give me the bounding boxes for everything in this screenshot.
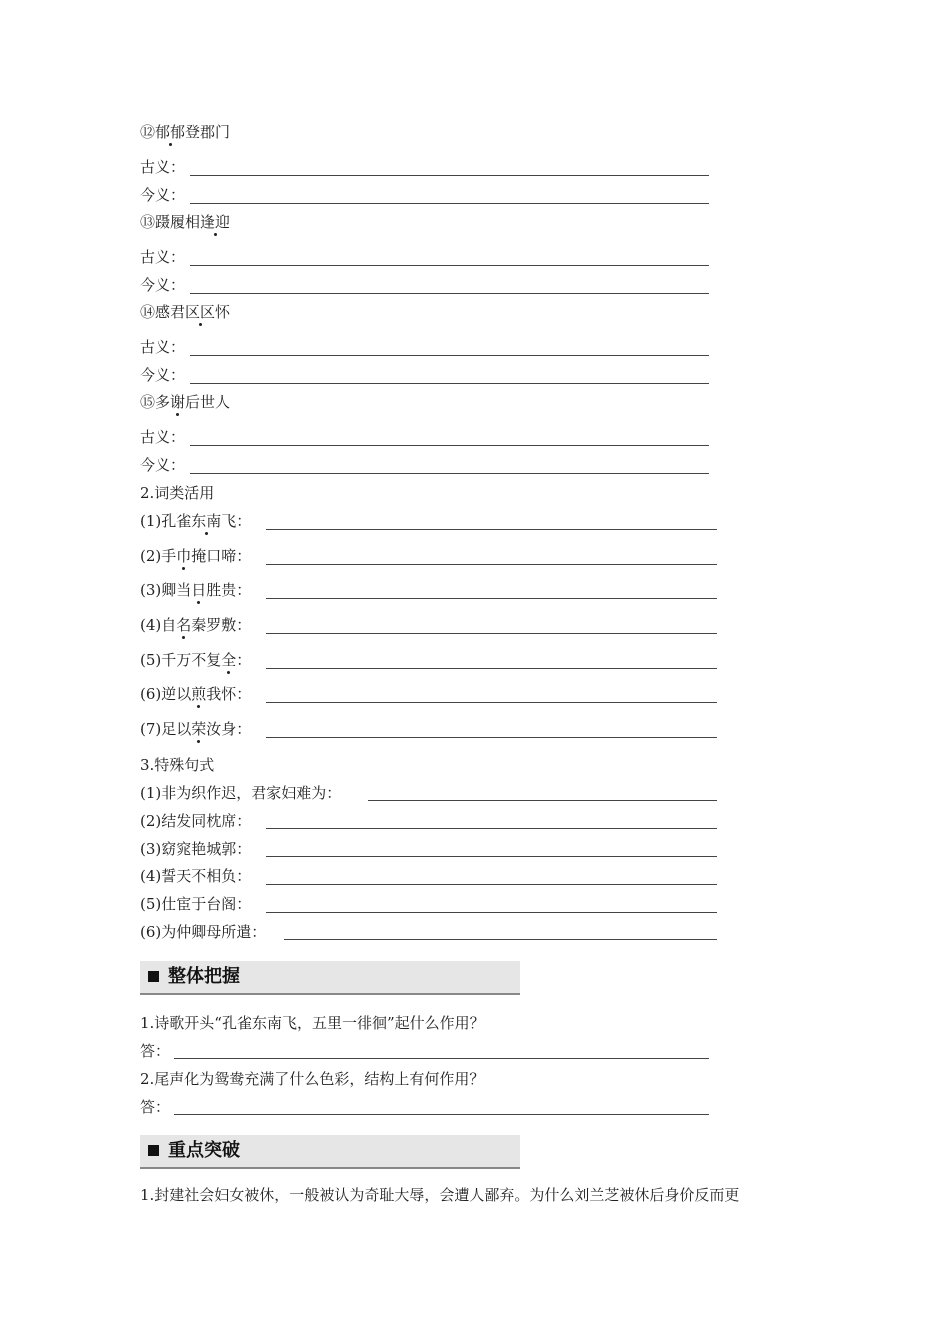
answer-blank[interactable] bbox=[266, 856, 717, 857]
jin-label: 今义： bbox=[140, 276, 186, 294]
section-2-item-2: (2)手巾掩口啼： bbox=[140, 547, 252, 565]
jin-answer-blank[interactable] bbox=[190, 203, 709, 204]
section-3-item-5: (5)仕宦于台阁： bbox=[140, 895, 252, 913]
answer-label: 答： bbox=[140, 1042, 171, 1060]
gu-label: 古义： bbox=[140, 158, 186, 176]
answer-blank[interactable] bbox=[266, 564, 717, 565]
section-2-item-1: (1)孔雀东南飞： bbox=[140, 512, 252, 530]
jin-label: 今义： bbox=[140, 186, 186, 204]
jin-answer-blank[interactable] bbox=[190, 473, 709, 474]
dotted-term: 煎 bbox=[191, 685, 207, 703]
gu-answer-blank[interactable] bbox=[190, 175, 709, 176]
gu-answer-blank[interactable] bbox=[190, 265, 709, 266]
section-heading-overall: 整体把握 bbox=[140, 961, 520, 995]
square-bullet-icon bbox=[148, 1145, 159, 1156]
dotted-term: 日 bbox=[191, 581, 207, 599]
answer-blank[interactable] bbox=[266, 884, 717, 885]
section-3-item-2: (2)结发同枕席： bbox=[140, 812, 252, 830]
dotted-term: 巾 bbox=[176, 547, 192, 565]
dotted-term: 逢迎 bbox=[200, 213, 231, 231]
section-2-title: 2.词类活用 bbox=[140, 484, 215, 502]
section-3-title: 3.特殊句式 bbox=[140, 756, 215, 774]
jin-label: 今义： bbox=[140, 366, 186, 384]
answer-blank[interactable] bbox=[174, 1114, 709, 1115]
dotted-term: 东南 bbox=[191, 512, 222, 530]
section-2-item-3: (3)卿当日胜贵： bbox=[140, 581, 252, 599]
gu-answer-blank[interactable] bbox=[190, 445, 709, 446]
section-heading-focus: 重点突破 bbox=[140, 1135, 520, 1169]
section-3-item-3: (3)窈窕艳城郭： bbox=[140, 840, 252, 858]
jin-label: 今义： bbox=[140, 456, 186, 474]
gu-label: 古义： bbox=[140, 248, 186, 266]
section-3-item-6: (6)为仲卿母所遣： bbox=[140, 923, 267, 941]
dotted-term: 区区 bbox=[185, 303, 216, 321]
section-2-item-5: (5)千万不复全： bbox=[140, 651, 252, 669]
dotted-term: 名 bbox=[176, 616, 192, 634]
vocab-item-14: ⑭感君区区怀 bbox=[140, 303, 231, 321]
answer-blank[interactable] bbox=[266, 737, 717, 738]
square-bullet-icon bbox=[148, 971, 159, 982]
gu-answer-blank[interactable] bbox=[190, 355, 709, 356]
jin-answer-blank[interactable] bbox=[190, 383, 709, 384]
vocab-item-15: ⑮多谢后世人 bbox=[140, 393, 231, 411]
answer-blank[interactable] bbox=[266, 828, 717, 829]
dotted-term: 全 bbox=[221, 651, 237, 669]
gu-label: 古义： bbox=[140, 428, 186, 446]
answer-blank[interactable] bbox=[284, 939, 717, 940]
answer-blank[interactable] bbox=[368, 800, 717, 801]
answer-blank[interactable] bbox=[266, 633, 717, 634]
answer-blank[interactable] bbox=[174, 1058, 709, 1059]
answer-blank[interactable] bbox=[266, 529, 717, 530]
overall-question-1: 1.诗歌开头“孔雀东南飞，五里一徘徊”起什么作用？ bbox=[140, 1014, 485, 1032]
vocab-item-13: ⑬蹑履相逢迎 bbox=[140, 213, 231, 231]
dotted-term: 谢 bbox=[170, 393, 186, 411]
answer-label: 答： bbox=[140, 1098, 171, 1116]
answer-blank[interactable] bbox=[266, 702, 717, 703]
dotted-term: 郁郁 bbox=[155, 123, 186, 141]
section-2-item-4: (4)自名秦罗敷： bbox=[140, 616, 252, 634]
focus-question-1: 1.封建社会妇女被休，一般被认为奇耻大辱，会遭人鄙弃。为什么刘兰芝被休后身价反而更 bbox=[140, 1186, 740, 1204]
answer-blank[interactable] bbox=[266, 598, 717, 599]
vocab-item-12: ⑫郁郁登郡门 bbox=[140, 123, 231, 141]
overall-question-2: 2.尾声化为鸳鸯充满了什么色彩，结构上有何作用？ bbox=[140, 1070, 485, 1088]
section-2-item-7: (7)足以荣汝身： bbox=[140, 720, 252, 738]
jin-answer-blank[interactable] bbox=[190, 293, 709, 294]
section-2-item-6: (6)逆以煎我怀： bbox=[140, 685, 252, 703]
section-3-item-4: (4)誓天不相负： bbox=[140, 867, 252, 885]
dotted-term: 荣 bbox=[191, 720, 207, 738]
answer-blank[interactable] bbox=[266, 912, 717, 913]
answer-blank[interactable] bbox=[266, 668, 717, 669]
gu-label: 古义： bbox=[140, 338, 186, 356]
section-3-item-1: (1)非为织作迟，君家妇难为： bbox=[140, 784, 342, 802]
